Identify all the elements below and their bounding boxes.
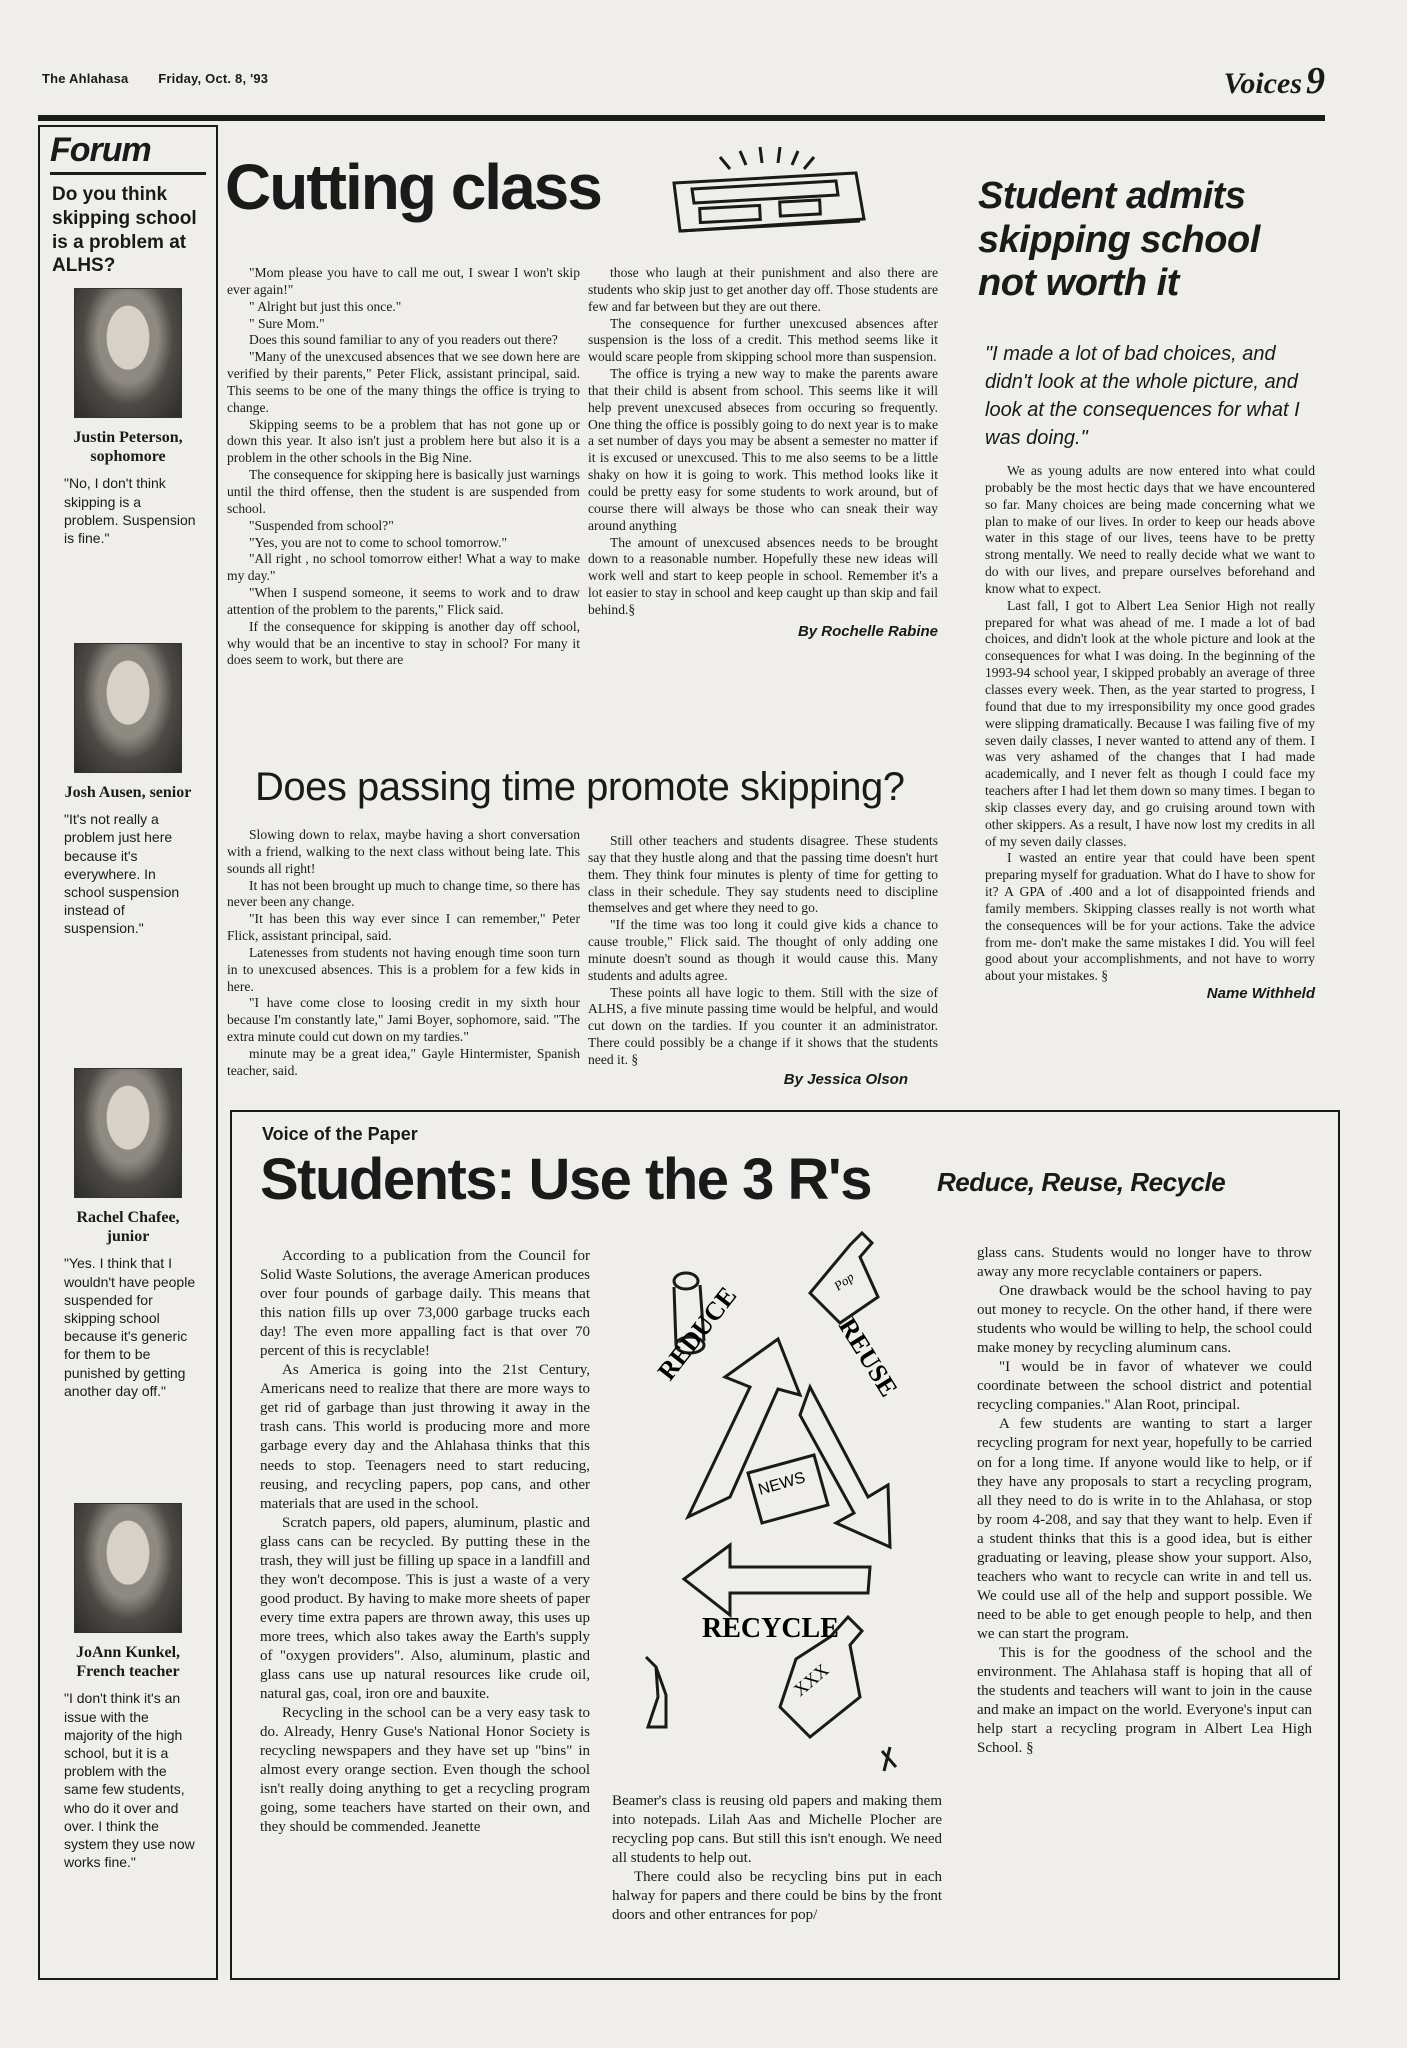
pop-label: Pop — [830, 1268, 857, 1294]
paragraph: Slowing down to relax, maybe having a short conversation with a friend, walking to the next class without being late. This sounds all right! — [227, 827, 580, 876]
person-name: JoAnn Kunkel, French teacher — [75, 1644, 181, 1681]
passing-time-headline: Does passing time promote skipping? — [255, 765, 905, 809]
person-quote: "Yes. I think that I wouldn't have people suspended for skipping school because it's generic for them to be punished by getting another day off." — [64, 1255, 196, 1399]
editorial-col2 — [612, 1792, 942, 1925]
issue-date: Friday, Oct. 8, '93 — [158, 71, 269, 86]
byline: By Rochelle Rabine — [797, 622, 938, 640]
person-quote: "I don't think it's an issue with the majority of the high school, but it is a problem with the same few students, who do it over and over. I think the system they use now works fine." — [64, 1690, 195, 1871]
paper-name: The Ahlahasa — [42, 71, 129, 86]
paragraph: A few students are wanting to start a larger recycling program for next year, hopefully to be carried on for a long time. If anyone would like to help, or if they have any proposals to start a recycling program, all they need to do is write in to the Ahlahasa, or stop by room 4-208, and say that they want to help. Even if a student thinks that this is a good idea, but is either graduating or leaving, please show your support. Also, teachers who want to recycle can write in and tell us. We could use all of the help and support possible. We need to be able to get enough people to help, and then we can start the program. — [977, 1416, 1312, 1642]
person-photo — [74, 643, 182, 773]
editorial-col3 — [977, 1244, 1312, 1758]
paragraph: "Yes, you are not to come to school tomorrow." — [249, 534, 508, 550]
paragraph: The office is trying a new way to make the parents aware that their child is absent from school. This seems like it will help prevent unexcused abseces from occuring so frequently. One thing the office is possibly going to do next year is to make a set number of days you may be absent a semester no matter if it is excused or unexcused. This to me also seems to be a little shaky on how it is going to work. This method looks like it could be pretty easy for some students to work around, but of course there will always be those who can sneak their way around anything — [588, 366, 938, 533]
paragraph: Beamer's class is reusing old papers and making them into notepads. Lilah Aas and Michelle Plocher are recycling pop cans. But still this isn't enough. We need all students to help out. — [612, 1793, 942, 1867]
forum-question: Do you think skipping school is a problem at ALHS? — [52, 184, 197, 277]
paragraph: "When I suspend someone, it seems to work and to draw attention of the problem to the parents," Flick said. — [227, 585, 580, 617]
paragraph: Recycling in the school can be a very easy task to do. Already, Henry Guse's National Honor Society is recycling newspapers and they have set up "bins" in almost every orange section. Even though the school isn't really doing anything to get a recycling program going, some teachers have started on their own, and they should be commended. Jeanette — [260, 1705, 590, 1836]
forum-person — [40, 288, 216, 643]
paragraph: "If the time was too long it could give kids a chance to cause trouble," Flick said. The thought of only adding one minute doesn't sound as though it would cause this. Many students and adults agree. — [588, 917, 938, 983]
editorial-col1 — [260, 1247, 590, 1837]
paragraph: One drawback would be the school having to pay out money to recycle. On the other hand, if there were students who would be willing to help, the school could make money by recycling aluminum cans. — [977, 1283, 1312, 1357]
masthead-rule — [38, 115, 1325, 121]
person-quote: "It's not really a problem just here because it's everywhere. In school suspension instead of suspension." — [64, 811, 180, 937]
student-admits-headline: Student admits skipping school not worth it — [978, 175, 1260, 305]
paragraph: "I have come close to loosing credit in my sixth hour because I'm constantly late," Jami Boyer, sophomore, said. "The extra minute could cut down on my tardies." — [227, 995, 580, 1045]
paragraph: If the consequence for skipping is another day off school, why would that be an incentive to stay in school? For many it does seem to work, but there are — [227, 618, 580, 668]
paragraph: It has not been brought up much to change time, so there has never been any change. — [227, 877, 580, 910]
paragraph: Last fall, I got to Albert Lea Senior High not really prepared for what was ahead of me. I made a lot of bad choices, and didn't look at the whole picture and look at the consequences for what I was doing. In the beginning of the 1993-94 school year, I skipped probably an average of three classes every week. Then, as the year started to progress, I found that due to my irresponsibility my once good grades were slipping dramatically. Because I was failing five of my seven daily classes, I never wanted to attend any of them. I was very ashamed of the changes that I had made academically, and I never felt as though I could face my teachers after I had let them down so many times. I began to skip classes every day, and go cruising around town with other skippers. As a result, I have now lost my credits in all of my seven daily classes. — [985, 597, 1315, 849]
forum-sidebar — [38, 125, 218, 1980]
forum-person — [40, 1503, 216, 1871]
paragraph: Latenesses from students not having enough time soon turn in to unexcused absences. This is a problem for a few kids in here. — [227, 944, 580, 994]
paragraph: "It has been this way ever since I can remember," Peter Flick, assistant principal, said. — [227, 911, 580, 944]
paragraph: Skipping seems to be a problem that has not gone up or down this year. It also isn't just a problem here but also it is a problem in the other schools in the Big Nine. — [227, 416, 580, 466]
paragraph: This is for the goodness of the school and the environment. The Ahlahasa staff is hoping that all of the students and teachers will want to join in the cause and make an impact on the world. Everyone's input can help start a recycling program in Albert Lea High School. § — [977, 1644, 1312, 1757]
paragraph: "I would be in favor of whatever we could coordinate between the school district and potential recycling companies." Alan Root, principal. — [977, 1359, 1312, 1414]
editorial-subhead: Reduce, Reuse, Recycle — [937, 1167, 1226, 1197]
paragraph: The amount of unexcused absences needs to be brought down to a reasonable number. Hopefully these new ideas will work well and start to keep people in school. Remember it's a lot easier to stay in school and keep caught up than skip and fail behind.§ — [588, 534, 938, 617]
news-label: NEWS — [756, 1469, 808, 1499]
reduce-label: REDUCE — [651, 1281, 743, 1386]
paragraph: These points all have logic to them. Still with the size of ALHS, a five minute passing time would be helpful, and would cut down on the tardies. If you counter it an administrator. There could possibly be a change if it shows that the students need it. § — [588, 984, 938, 1067]
forum-person — [40, 643, 216, 1068]
page-number: 9 — [1306, 60, 1325, 102]
cutting-class-col2 — [588, 265, 938, 641]
person-name: Josh Ausen, senior — [64, 784, 192, 801]
paragraph: those who laugh at their punishment and also there are students who skip just to get another day off. Those students are few and far between but they are out there. — [588, 265, 938, 314]
student-admits-body — [985, 463, 1315, 1004]
person-photo — [74, 1503, 182, 1633]
xxx-label: XXX — [789, 1659, 833, 1701]
newspaper-page — [30, 55, 1365, 2030]
paragraph: "Many of the unexcused absences that we see down here are verified by their parents," Peter Flick, assistant principal, said. This seems to be one of the many things the office is trying to change. — [227, 349, 580, 415]
byline: Name Withheld — [1206, 985, 1315, 1003]
recycle-illustration — [600, 1227, 946, 1787]
pull-quote: "I made a lot of bad choices, and didn't look at the whole picture, and look at the consequences for what I was doing." — [985, 343, 1300, 449]
paragraph: I wasted an entire year that could have been spent preparing myself for graduation. What do I have to show for it? A GPA of .400 and a lot of disappointed friends and family members. Skipping classes really is not worth what the consequences will be for your actions. Take the advice from me- don't make the same mistakes I did. You will feel good about your accomplishments, and not have to worry about your mistakes. § — [985, 850, 1315, 984]
paragraph: The consequence for skipping here is basically just warnings until the third offense, then the student is are suspended from school. — [227, 467, 580, 516]
person-quote: "No, I don't think skipping is a problem. Suspension is fine." — [64, 475, 196, 546]
masthead — [30, 55, 1325, 117]
paragraph: Still other teachers and students disagree. These students say that they hustle along and that the passing time doesn't hurt them. They think four minutes is plenty of time for getting to class in their schedule. They say students need to discipline themselves and get where they need to go. — [588, 833, 938, 916]
paragraph: "Mom please you have to call me out, I swear I won't skip ever again!" — [227, 265, 580, 297]
forum-title: Forum — [40, 127, 216, 175]
paragraph: Does this sound familiar to any of you readers out there? — [249, 332, 558, 348]
paragraph: According to a publication from the Council for Solid Waste Solutions, the average American produces over four pounds of garbage daily. This means that this nation fills up over 73,000 garbage trucks each day! The even more appalling fact is that over 70 percent of this is recyclable! — [260, 1248, 590, 1360]
paragraph: " Sure Mom." — [249, 315, 325, 331]
section-name: Voices — [1223, 67, 1302, 100]
cutting-class-col1 — [227, 265, 580, 669]
paragraph: "Suspended from school?" — [249, 517, 394, 533]
paragraph: glass cans. Students would no longer have to throw away any more recyclable containers or papers. — [977, 1245, 1312, 1281]
reuse-label: REUSE — [832, 1312, 904, 1402]
radio-illustration — [660, 143, 872, 243]
forum-person — [40, 1068, 216, 1503]
recycle-label: RECYCLE — [702, 1613, 839, 1644]
paragraph: Scratch papers, old papers, aluminum, plastic and glass cans can be recycled. By putting these in the trash, they will just be filling up space in a landfill and they won't decompose. This is just a waste of a very good product. By having to make more sheets of paper every time extra papers are thrown away, this uses up more trees, which also takes away the Earth's supply of "oxygen providers". Also, aluminum, plastic and glass cans use up natural resources like crude oil, natural gas, coal, iron ore and bauxite. — [260, 1514, 590, 1703]
cutting-class-headline: Cutting class — [225, 151, 601, 223]
passing-time-col1 — [227, 827, 580, 1079]
paragraph: The consequence for further unexcused absences after suspension is the loss of a credit. This method seems like it would scare people from skipping school more than suspension. — [588, 315, 938, 365]
paragraph: minute may be a great idea," Gayle Hintermister, Spanish teacher, said. — [227, 1045, 580, 1078]
person-name: Justin Peterson, sophomore — [73, 429, 183, 466]
voice-of-paper-box — [230, 1110, 1340, 1980]
person-name: Rachel Chafee, junior — [76, 1209, 180, 1246]
person-photo — [74, 288, 182, 418]
byline: By Jessica Olson — [783, 1070, 908, 1088]
paragraph: "All right , no school tomorrow either! What a way to make my day." — [227, 551, 580, 584]
passing-time-col2 — [588, 833, 938, 1089]
kicker: Voice of the Paper — [262, 1124, 418, 1144]
editorial-headline: Students: Use the 3 R's — [260, 1147, 871, 1212]
paragraph: " Alright but just this once." — [249, 298, 402, 314]
paragraph: As America is going into the 21st Century, Americans need to realize that there are more ways to get rid of garbage than just throwing it away in the trash cans. This world is producing more and more garbage every day and the Ahlahasa thinks that this needs to stop. Teenagers need to start reducing, reusing, and recycling papers, pop cans, and other materials that are used in the school. — [260, 1362, 590, 1512]
person-photo — [74, 1068, 182, 1198]
paragraph: There could also be recycling bins put in each halway for papers and there could be bins by the front doors and other entrances for pop/ — [612, 1869, 942, 1924]
paragraph: We as young adults are now entered into what could probably be the most hectic days that we have encountered so far. Many choices are being made concerning what we plan to make of our lives. In order to keep our heads above water in this stage of our lives, teens have to be pretty strong mentally. We need to really decide what we want to do with our lives, and prepare ourselves beforehand and know what to expect. — [985, 463, 1315, 596]
